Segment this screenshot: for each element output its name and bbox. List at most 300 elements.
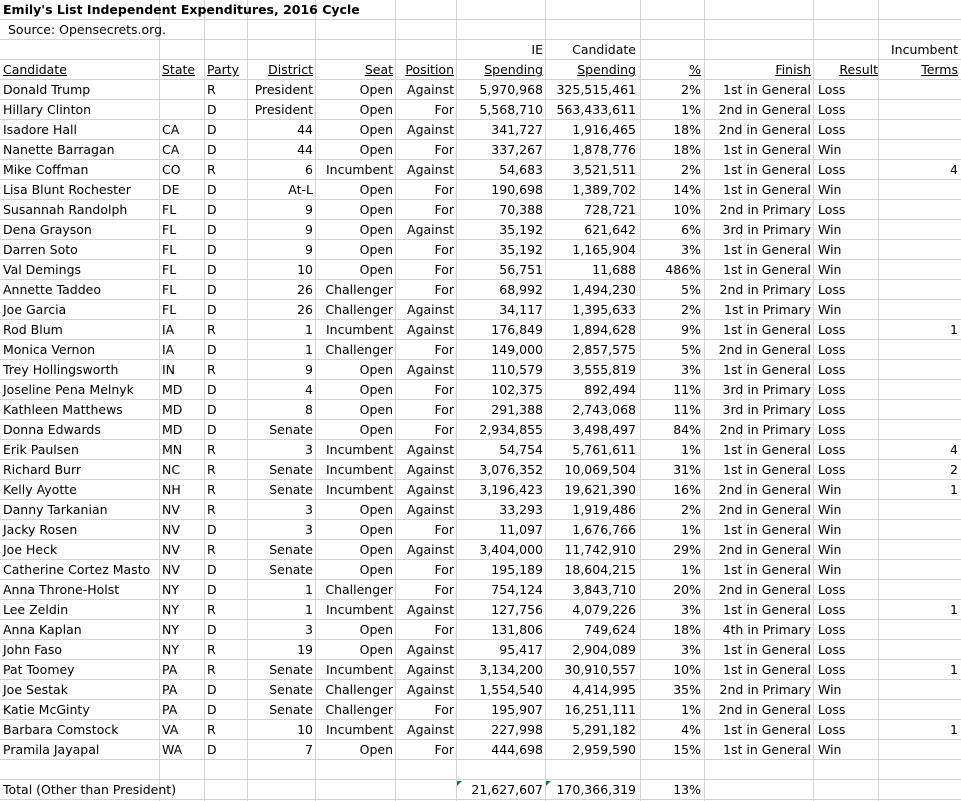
cell-candidate-spending: 5,761,611: [572, 442, 636, 457]
cell-candidate-spending: 728,721: [584, 202, 636, 217]
cell-ie-spending: 291,388: [491, 402, 543, 417]
cell-district: 1: [305, 342, 313, 357]
cell-seat: Incumbent: [325, 462, 393, 477]
cell-position: For: [434, 202, 454, 217]
table-row: [0, 160, 961, 180]
table-row: [0, 660, 961, 680]
cell-candidate: Donald Trump: [3, 82, 91, 97]
cell-finish: 2nd in Primary: [719, 682, 811, 697]
cell-ie-spending: 68,992: [499, 282, 543, 297]
cell-result: Loss: [818, 382, 846, 397]
table-row: [0, 600, 961, 620]
cell-district: 1: [305, 582, 313, 597]
cell-ie-spending: 1,554,540: [479, 682, 543, 697]
cell-finish: 2nd in General: [718, 582, 811, 597]
table-row: [0, 120, 961, 140]
cell-party: R: [207, 602, 216, 617]
cell-party: R: [207, 162, 216, 177]
cell-percent: 5%: [681, 282, 701, 297]
cell-party: R: [207, 642, 216, 657]
cell-candidate: Val Demings: [3, 262, 82, 277]
cell-seat: Open: [359, 522, 393, 537]
table-row: [0, 520, 961, 540]
cell-district: 3: [305, 442, 313, 457]
cell-percent: 31%: [673, 462, 701, 477]
cell-district: Senate: [269, 662, 313, 677]
cell-finish: 2nd in General: [718, 482, 811, 497]
header-candidate: Candidate: [3, 62, 67, 77]
cell-seat: Challenger: [325, 702, 393, 717]
table-row: [0, 340, 961, 360]
source-note: Source: Opensecrets.org.: [8, 22, 166, 37]
cell-ie-spending: 95,417: [499, 642, 543, 657]
cell-state: MD: [162, 422, 183, 437]
table-row: [0, 460, 961, 480]
cell-ie-spending: 176,849: [491, 322, 543, 337]
cell-position: For: [434, 102, 454, 117]
cell-state: WA: [162, 742, 183, 757]
cell-party: D: [207, 582, 217, 597]
cell-state: FL: [162, 222, 177, 237]
cell-result: Win: [818, 302, 842, 317]
cell-finish: 2nd in General: [718, 542, 811, 557]
cell-district: 9: [305, 362, 313, 377]
cell-party: D: [207, 342, 217, 357]
cell-finish: 1st in General: [723, 322, 811, 337]
cell-candidate-spending: 19,621,390: [564, 482, 636, 497]
cell-candidate: Kathleen Matthews: [3, 402, 123, 417]
table-row: [0, 180, 961, 200]
cell-position: For: [434, 342, 454, 357]
cell-percent: 3%: [681, 642, 701, 657]
cell-finish: 2nd in General: [718, 502, 811, 517]
cell-position: For: [434, 422, 454, 437]
cell-position: Against: [407, 542, 454, 557]
cell-candidate: Joe Garcia: [3, 302, 67, 317]
table-row: [0, 320, 961, 340]
total-candidate-spending: 170,366,319: [556, 782, 636, 797]
cell-percent: 3%: [681, 602, 701, 617]
cell-ie-spending: 337,267: [491, 142, 543, 157]
cell-ie-spending: 3,404,000: [479, 542, 543, 557]
cell-terms: 2: [950, 462, 958, 477]
cell-candidate-spending: 4,414,995: [572, 682, 636, 697]
cell-candidate: Catherine Cortez Masto: [3, 562, 151, 577]
cell-candidate-spending: 10,069,504: [564, 462, 636, 477]
table-row: [0, 260, 961, 280]
cell-candidate: Nanette Barragan: [3, 142, 115, 157]
table-row: [0, 700, 961, 720]
cell-finish: 1st in General: [723, 182, 811, 197]
cell-candidate-spending: 749,624: [584, 622, 636, 637]
cell-seat: Open: [359, 382, 393, 397]
cell-party: R: [207, 482, 216, 497]
cell-terms: [879, 220, 958, 240]
cell-finish: 3rd in Primary: [722, 382, 811, 397]
cell-district: 10: [297, 722, 313, 737]
cell-position: Against: [407, 442, 454, 457]
cell-district: 1: [305, 322, 313, 337]
cell-percent: 29%: [673, 542, 701, 557]
cell-candidate-spending: 3,498,497: [572, 422, 636, 437]
cell-seat: Challenger: [325, 342, 393, 357]
cell-candidate: Trey Hollingsworth: [3, 362, 119, 377]
title-row: [0, 0, 961, 20]
cell-candidate: Pramila Jayapal: [3, 742, 100, 757]
cell-candidate: Katie McGinty: [3, 702, 90, 717]
cell-result: Loss: [818, 602, 846, 617]
cell-candidate: Mike Coffman: [3, 162, 89, 177]
cell-terms: [879, 140, 958, 160]
cell-candidate-spending: 1,389,702: [572, 182, 636, 197]
cell-seat: Open: [359, 202, 393, 217]
cell-percent: 1%: [681, 522, 701, 537]
cell-ie-spending: 195,907: [491, 702, 543, 717]
cell-state: PA: [162, 702, 178, 717]
header-result: Result: [839, 62, 878, 77]
total-percent: 13%: [673, 782, 701, 797]
cell-terms: [879, 520, 958, 540]
cell-percent: 18%: [673, 122, 701, 137]
cell-seat: Open: [359, 182, 393, 197]
header-state: State: [162, 62, 196, 77]
cell-percent: 5%: [681, 342, 701, 357]
cell-candidate: Joseline Pena Melnyk: [3, 382, 134, 397]
cell-result: Loss: [818, 362, 846, 377]
cell-seat: Incumbent: [325, 322, 393, 337]
cell-terms: [879, 680, 958, 700]
cell-state: IN: [162, 362, 176, 377]
cell-percent: 1%: [681, 102, 701, 117]
cell-seat: Incumbent: [325, 442, 393, 457]
cell-seat: Incumbent: [325, 722, 393, 737]
cell-finish: 1st in General: [723, 522, 811, 537]
cell-party: D: [207, 422, 217, 437]
cell-state: FL: [162, 202, 177, 217]
cell-finish: 1st in General: [723, 462, 811, 477]
cell-result: Loss: [818, 282, 846, 297]
cell-position: For: [434, 562, 454, 577]
cell-candidate-spending: 2,959,590: [572, 742, 636, 757]
cell-party: D: [207, 302, 217, 317]
cell-terms: [879, 280, 958, 300]
cell-percent: 2%: [681, 162, 701, 177]
table-row: [0, 560, 961, 580]
cell-terms: [879, 580, 958, 600]
cell-candidate: Erik Paulsen: [3, 442, 79, 457]
cell-terms: [879, 420, 958, 440]
cell-position: Against: [407, 602, 454, 617]
cell-state: NV: [162, 502, 180, 517]
cell-district: 9: [305, 202, 313, 217]
cell-state: MD: [162, 402, 183, 417]
header-percent: %: [689, 62, 701, 77]
cell-terms: [879, 360, 958, 380]
cell-percent: 35%: [673, 682, 701, 697]
cell-ie-spending: 3,196,423: [479, 482, 543, 497]
cell-ie-spending: 11,097: [499, 522, 543, 537]
cell-seat: Incumbent: [325, 602, 393, 617]
cell-finish: 2nd in General: [718, 702, 811, 717]
cell-seat: Open: [359, 102, 393, 117]
header-candidate-spending: Spending: [577, 62, 636, 77]
cell-result: Loss: [818, 462, 846, 477]
cell-terms: [879, 500, 958, 520]
cell-terms: [879, 240, 958, 260]
cell-result: Win: [818, 142, 842, 157]
cell-party: D: [207, 182, 217, 197]
cell-seat: Open: [359, 262, 393, 277]
cell-state: FL: [162, 262, 177, 277]
cell-state: [162, 80, 204, 100]
cell-ie-spending: 5,970,968: [479, 82, 543, 97]
cell-ie-spending: 102,375: [491, 382, 543, 397]
header-candidate-top: Candidate: [572, 42, 636, 57]
cell-candidate: Lee Zeldin: [3, 602, 69, 617]
cell-candidate-spending: 1,894,628: [572, 322, 636, 337]
cell-state: NY: [162, 602, 179, 617]
cell-state: [162, 100, 204, 120]
cell-district: 4: [305, 382, 313, 397]
cell-district: 10: [297, 262, 313, 277]
table-row: [0, 620, 961, 640]
cell-seat: Open: [359, 422, 393, 437]
cell-candidate-spending: 1,165,904: [572, 242, 636, 257]
table-row: [0, 720, 961, 740]
cell-candidate: Annette Taddeo: [3, 282, 101, 297]
cell-position: Against: [407, 662, 454, 677]
cell-candidate: Donna Edwards: [3, 422, 101, 437]
cell-district: 26: [297, 302, 313, 317]
table-row: [0, 380, 961, 400]
cell-state: CA: [162, 142, 180, 157]
total-row: [0, 780, 961, 800]
cell-ie-spending: 35,192: [499, 242, 543, 257]
cell-terms: [879, 540, 958, 560]
cell-party: R: [207, 82, 216, 97]
cell-finish: 4th in Primary: [722, 622, 811, 637]
cell-finish: 1st in General: [723, 722, 811, 737]
cell-state: MN: [162, 442, 183, 457]
cell-result: Loss: [818, 402, 846, 417]
cell-candidate: Richard Burr: [3, 462, 81, 477]
cell-seat: Open: [359, 742, 393, 757]
cell-ie-spending: 190,698: [491, 182, 543, 197]
cell-seat: Challenger: [325, 282, 393, 297]
cell-district: At-L: [288, 182, 313, 197]
cell-result: Win: [818, 222, 842, 237]
cell-party: D: [207, 262, 217, 277]
cell-candidate: Pat Toomey: [3, 662, 75, 677]
cell-position: Against: [407, 222, 454, 237]
cell-candidate-spending: 16,251,111: [564, 702, 636, 717]
table-row: [0, 240, 961, 260]
cell-position: Against: [407, 642, 454, 657]
cell-candidate-spending: 1,494,230: [572, 282, 636, 297]
total-label: Total (Other than President): [3, 782, 177, 797]
cell-terms: [879, 380, 958, 400]
cell-seat: Challenger: [325, 682, 393, 697]
cell-percent: 486%: [665, 262, 701, 277]
cell-percent: 1%: [681, 442, 701, 457]
cell-percent: 10%: [673, 202, 701, 217]
cell-state: CA: [162, 122, 180, 137]
cell-finish: 1st in General: [723, 142, 811, 157]
cell-result: Loss: [818, 422, 846, 437]
cell-position: Against: [407, 362, 454, 377]
cell-position: For: [434, 262, 454, 277]
cell-result: Win: [818, 682, 842, 697]
cell-percent: 2%: [681, 82, 701, 97]
cell-candidate: Joe Heck: [3, 542, 58, 557]
cell-seat: Open: [359, 642, 393, 657]
cell-seat: Incumbent: [325, 662, 393, 677]
cell-party: D: [207, 522, 217, 537]
cell-finish: 1st in General: [723, 82, 811, 97]
cell-terms: 1: [950, 602, 958, 617]
cell-ie-spending: 56,751: [499, 262, 543, 277]
cell-candidate-spending: 11,742,910: [564, 542, 636, 557]
cell-seat: Challenger: [325, 582, 393, 597]
table-row: [0, 140, 961, 160]
table-row: [0, 300, 961, 320]
sheet-title: Emily's List Independent Expenditures, 2016 Cycle: [3, 2, 360, 17]
cell-result: Loss: [818, 442, 846, 457]
cell-result: Loss: [818, 102, 846, 117]
table-row: [0, 640, 961, 660]
cell-state: DE: [162, 182, 180, 197]
cell-finish: 1st in General: [723, 442, 811, 457]
cell-position: For: [434, 182, 454, 197]
table-row: [0, 680, 961, 700]
cell-district: 8: [305, 402, 313, 417]
cell-finish: 3rd in Primary: [722, 222, 811, 237]
cell-percent: 2%: [681, 502, 701, 517]
cell-seat: Open: [359, 362, 393, 377]
cell-seat: Open: [359, 142, 393, 157]
cell-position: Against: [407, 502, 454, 517]
cell-ie-spending: 195,189: [491, 562, 543, 577]
cell-seat: Open: [359, 502, 393, 517]
cell-seat: Open: [359, 122, 393, 137]
cell-party: R: [207, 462, 216, 477]
cell-party: R: [207, 542, 216, 557]
cell-result: Loss: [818, 722, 846, 737]
cell-position: Against: [407, 162, 454, 177]
cell-terms: [879, 120, 958, 140]
cell-party: D: [207, 102, 217, 117]
cell-candidate: Dena Grayson: [3, 222, 92, 237]
cell-seat: Open: [359, 222, 393, 237]
cell-finish: 1st in General: [723, 242, 811, 257]
cell-state: NH: [162, 482, 181, 497]
cell-candidate-spending: 4,079,226: [572, 602, 636, 617]
cell-candidate-spending: 30,910,557: [564, 662, 636, 677]
cell-candidate: Lisa Blunt Rochester: [3, 182, 131, 197]
cell-district: 6: [305, 162, 313, 177]
cell-terms: [879, 200, 958, 220]
cell-district: 3: [305, 522, 313, 537]
cell-district: President: [254, 102, 313, 117]
cell-terms: 1: [950, 722, 958, 737]
cell-position: Against: [407, 722, 454, 737]
cell-candidate-spending: 1,919,486: [572, 502, 636, 517]
cell-ie-spending: 54,683: [499, 162, 543, 177]
cell-percent: 1%: [681, 562, 701, 577]
cell-terms: [879, 180, 958, 200]
cell-terms: [879, 560, 958, 580]
cell-result: Loss: [818, 622, 846, 637]
cell-candidate: Darren Soto: [3, 242, 78, 257]
cell-result: Win: [818, 482, 842, 497]
cell-state: FL: [162, 242, 177, 257]
cell-seat: Open: [359, 82, 393, 97]
source-row: [0, 20, 961, 40]
cell-result: Win: [818, 742, 842, 757]
cell-result: Loss: [818, 322, 846, 337]
cell-terms: 1: [950, 322, 958, 337]
cell-seat: Challenger: [325, 302, 393, 317]
header-ie: IE: [531, 42, 543, 57]
cell-result: Loss: [818, 342, 846, 357]
cell-finish: 1st in General: [723, 362, 811, 377]
cell-state: CO: [162, 162, 181, 177]
cell-party: D: [207, 142, 217, 157]
cell-seat: Open: [359, 562, 393, 577]
cell-district: 3: [305, 502, 313, 517]
header-district: District: [268, 62, 313, 77]
cell-candidate: Jacky Rosen: [3, 522, 78, 537]
cell-district: 1: [305, 602, 313, 617]
cell-terms: [879, 640, 958, 660]
cell-finish: 3rd in Primary: [722, 402, 811, 417]
cell-seat: Open: [359, 242, 393, 257]
cell-position: Against: [407, 302, 454, 317]
cell-percent: 18%: [673, 142, 701, 157]
table-row: [0, 280, 961, 300]
cell-ie-spending: 3,134,200: [479, 662, 543, 677]
cell-candidate: Joe Sestak: [3, 682, 68, 697]
cell-position: For: [434, 522, 454, 537]
cell-candidate-spending: 2,743,068: [572, 402, 636, 417]
cell-party: D: [207, 202, 217, 217]
header-party: Party: [207, 62, 240, 77]
cell-position: For: [434, 382, 454, 397]
cell-result: Loss: [818, 582, 846, 597]
cell-state: NC: [162, 462, 181, 477]
header-terms: Terms: [921, 62, 958, 77]
table-row: [0, 480, 961, 500]
cell-party: R: [207, 362, 216, 377]
table-row: [0, 580, 961, 600]
cell-ie-spending: 35,192: [499, 222, 543, 237]
cell-position: For: [434, 282, 454, 297]
cell-party: D: [207, 222, 217, 237]
cell-candidate: Anna Throne-Holst: [3, 582, 120, 597]
cell-party: D: [207, 402, 217, 417]
cell-party: D: [207, 122, 217, 137]
cell-ie-spending: 341,727: [491, 122, 543, 137]
cell-result: Loss: [818, 162, 846, 177]
cell-finish: 2nd in Primary: [719, 422, 811, 437]
cell-district: Senate: [269, 482, 313, 497]
total-ie: 21,627,607: [471, 782, 543, 797]
cell-ie-spending: 149,000: [491, 342, 543, 357]
cell-ie-spending: 131,806: [491, 622, 543, 637]
cell-state: FL: [162, 282, 177, 297]
cell-ie-spending: 54,754: [499, 442, 543, 457]
cell-state: NV: [162, 522, 180, 537]
